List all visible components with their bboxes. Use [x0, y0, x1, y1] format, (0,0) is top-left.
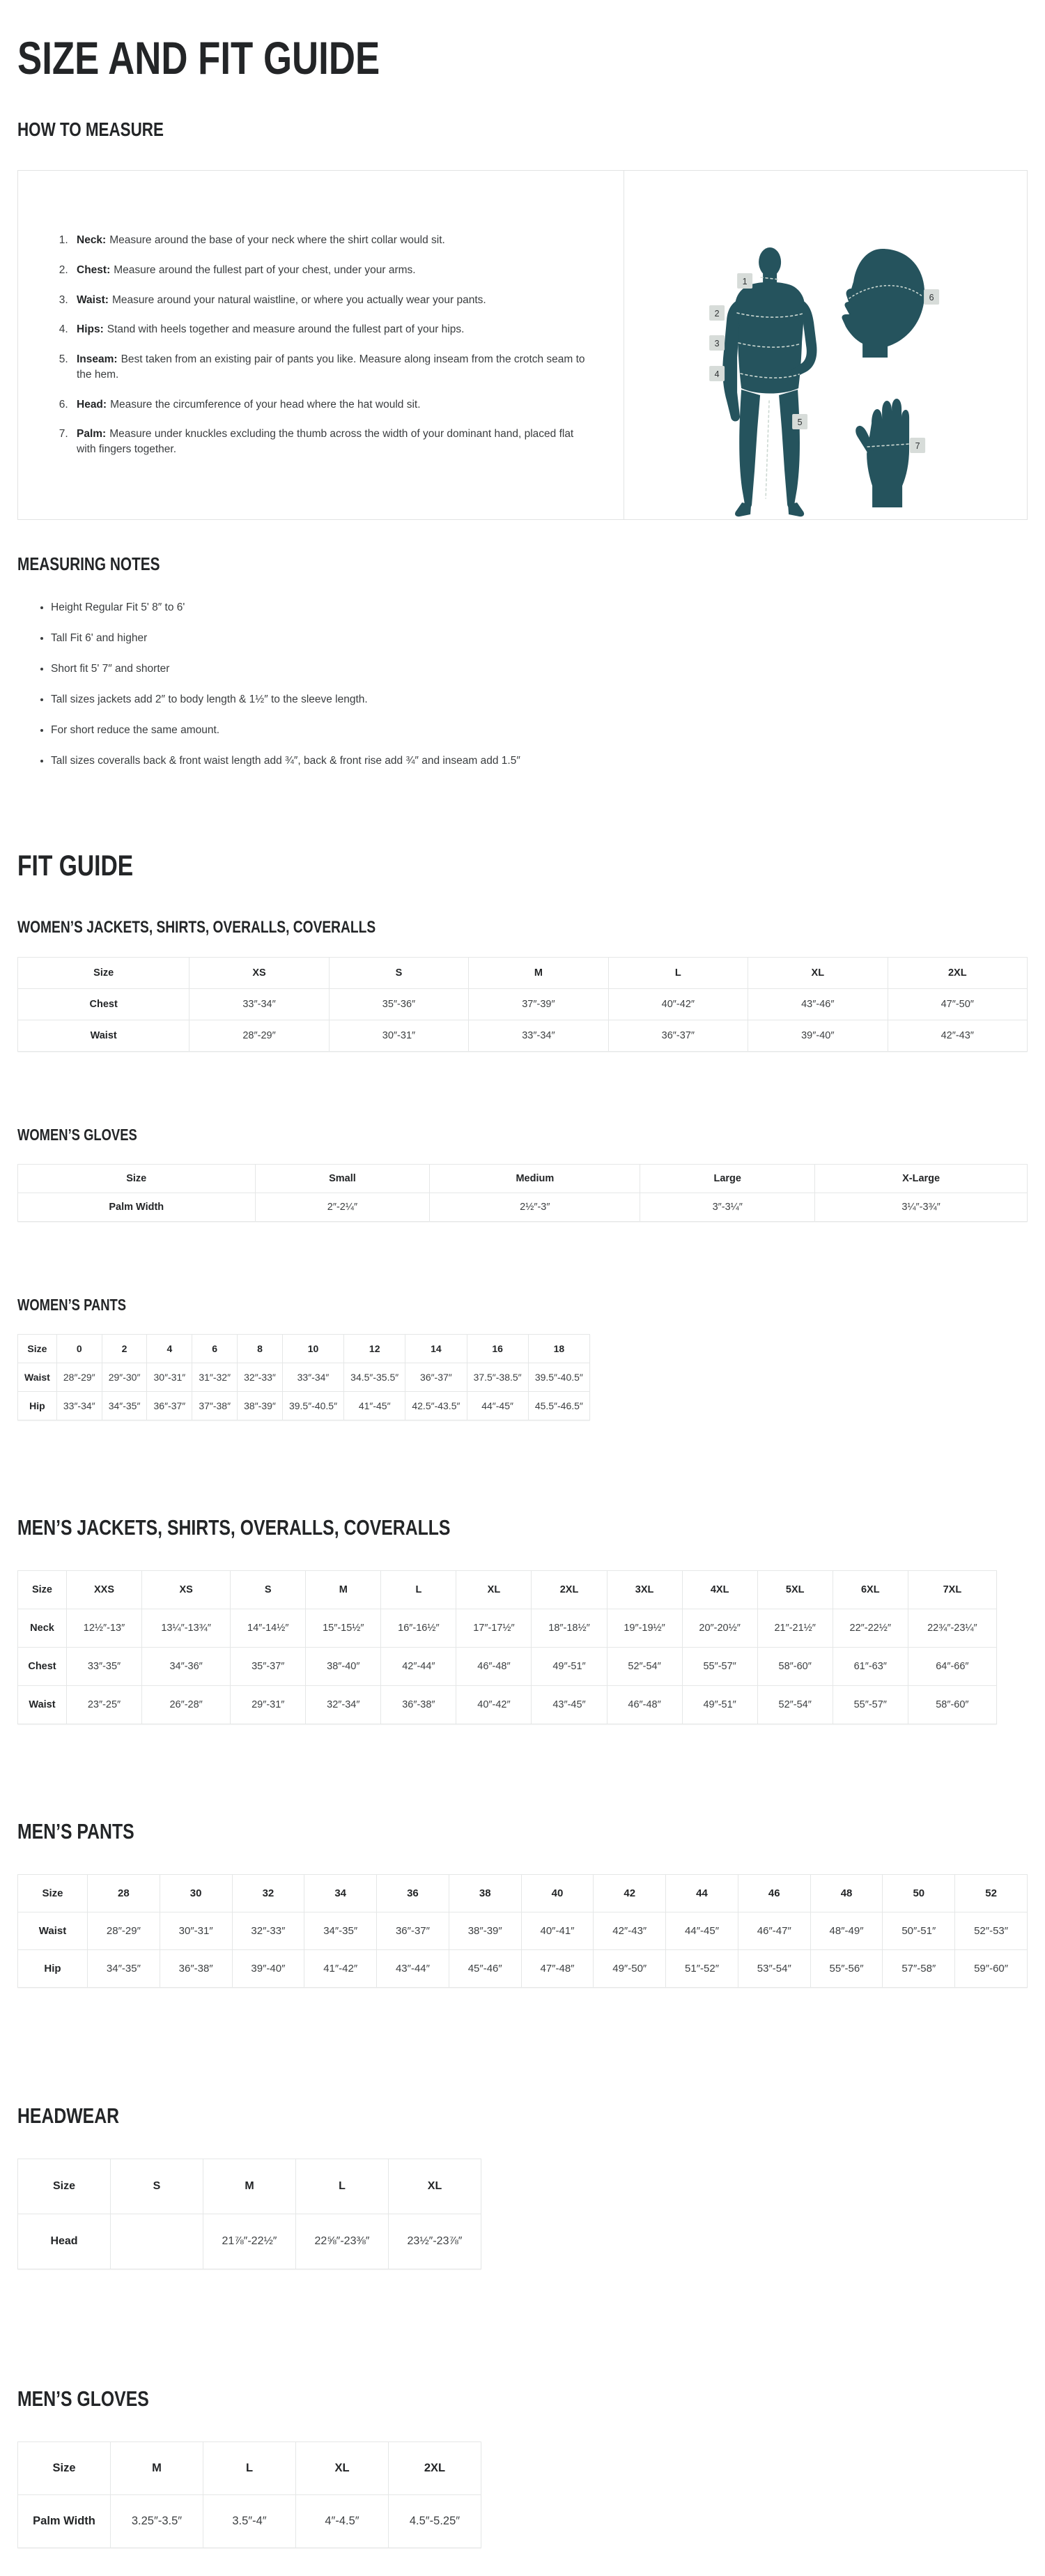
- size-col-header: M: [469, 957, 608, 988]
- step-text: Stand with heels together and measure around the fullest part of your hips.: [107, 323, 465, 336]
- measurement-cell: 46″-48″: [456, 1647, 532, 1685]
- measurement-cell: 33″-34″: [282, 1363, 343, 1391]
- diagram-marker-5: [792, 414, 807, 429]
- measurement-cell: 49″-50″: [594, 1949, 666, 1987]
- measurement-cell: 20″-20½″: [682, 1609, 757, 1647]
- measurement-cell: 38″-39″: [449, 1912, 521, 1949]
- size-col-header: XS: [189, 957, 329, 988]
- measuring-notes-heading: MEASURING NOTES: [17, 553, 160, 574]
- body-measurement-diagram: [624, 171, 1027, 519]
- how-to-measure-box: [17, 170, 1028, 520]
- how-to-measure-heading: HOW TO MEASURE: [17, 118, 164, 140]
- svg-text:4: 4: [714, 369, 720, 379]
- fit-guide-heading: FIT GUIDE: [17, 848, 134, 882]
- measurement-cell: 28″-29″: [88, 1912, 160, 1949]
- measurement-cell: 32″-33″: [232, 1912, 304, 1949]
- measuring-notes-list: [17, 601, 1028, 769]
- size-col-header: XL: [296, 2441, 389, 2494]
- size-label-header: Size: [18, 1334, 57, 1363]
- measurement-cell: 4.5″-5.25″: [389, 2494, 481, 2547]
- mens-gloves-heading: MEN’S GLOVES: [17, 2386, 149, 2411]
- measure-diagram-panel: [624, 171, 1027, 519]
- measurement-cell: 34″-35″: [88, 1949, 160, 1987]
- measurement-cell: 2½″-3″: [430, 1193, 640, 1221]
- measurement-cell: 33″-34″: [469, 1020, 608, 1051]
- mens-gloves-table: [17, 2441, 481, 2548]
- measurement-cell: 42″-44″: [381, 1647, 456, 1685]
- size-col-header: XS: [142, 1570, 231, 1609]
- measurement-cell: 34″-36″: [142, 1647, 231, 1685]
- measurement-cell: 39.5″-40.5″: [528, 1363, 589, 1391]
- size-col-header: 38: [449, 1874, 521, 1912]
- measurement-cell: 36″-37″: [377, 1912, 449, 1949]
- measurement-cell: 39.5″-40.5″: [282, 1391, 343, 1420]
- note-item: • Tall Fit 6' and higher: [51, 631, 1028, 646]
- svg-text:3: 3: [714, 339, 720, 348]
- measurement-cell: 22¾″-23¼″: [908, 1609, 996, 1647]
- note-item: • Tall sizes jackets add 2″ to body length & 1½″ to the sleeve length.: [51, 693, 1028, 707]
- measurement-cell: 32″-34″: [306, 1685, 381, 1724]
- diagram-marker-1: [737, 273, 752, 289]
- measurement-cell: 36″-38″: [160, 1949, 232, 1987]
- size-col-header: S: [231, 1570, 306, 1609]
- measurement-cell: 19″-19½″: [607, 1609, 682, 1647]
- table-row: [18, 1949, 1028, 1987]
- measurement-cell: 23½″-23⅞″: [389, 2214, 481, 2269]
- measurement-cell: 53″-54″: [738, 1949, 810, 1987]
- size-col-header: 28: [88, 1874, 160, 1912]
- table-row: [18, 1647, 997, 1685]
- size-col-header: 6: [192, 1334, 238, 1363]
- size-col-header: 7XL: [908, 1570, 996, 1609]
- size-col-header: 12: [344, 1334, 405, 1363]
- table-row: [18, 1391, 590, 1420]
- diagram-marker-4: [709, 366, 725, 381]
- size-col-header: XL: [389, 2159, 481, 2214]
- measurement-cell: 13¼″-13¾″: [142, 1609, 231, 1647]
- measurement-cell: 55″-57″: [682, 1647, 757, 1685]
- measurement-cell: 18″-18½″: [532, 1609, 607, 1647]
- womens-pants-heading: WOMEN’S PANTS: [17, 1295, 127, 1314]
- size-col-header: L: [381, 1570, 456, 1609]
- table-row: [18, 1363, 590, 1391]
- mens-pants-heading: MEN’S PANTS: [17, 1818, 134, 1843]
- measurement-cell: 40″-42″: [608, 988, 748, 1020]
- size-label-header: Size: [18, 957, 189, 988]
- size-col-header: 32: [232, 1874, 304, 1912]
- measurement-cell: 42″-43″: [594, 1912, 666, 1949]
- measurement-cell: 33″-34″: [189, 988, 329, 1020]
- size-col-header: 40: [521, 1874, 594, 1912]
- size-col-header: 34: [304, 1874, 377, 1912]
- step-label: Palm:: [77, 428, 107, 440]
- measurement-cell: 45″-46″: [449, 1949, 521, 1987]
- headwear-table: [17, 2159, 481, 2269]
- note-item: • Tall sizes coveralls back & front waist length add ¾″, back & front rise add ¾″ and inseam add 1.5″: [51, 754, 1028, 769]
- note-item: • Height Regular Fit 5' 8″ to 6': [51, 601, 1028, 615]
- measurement-cell: 14″-14½″: [231, 1609, 306, 1647]
- measurement-cell: 30″-31″: [147, 1363, 192, 1391]
- measurement-cell: 28″-29″: [56, 1363, 102, 1391]
- measure-step: [71, 233, 593, 248]
- measurement-cell: 48″-49″: [810, 1912, 883, 1949]
- size-col-header: 52: [955, 1874, 1028, 1912]
- table-row: [18, 1609, 997, 1647]
- measurement-cell: 36″-38″: [381, 1685, 456, 1724]
- header-row: [18, 2159, 481, 2214]
- svg-text:7: 7: [915, 441, 920, 451]
- svg-text:2: 2: [714, 309, 720, 319]
- table-row: [18, 988, 1028, 1020]
- measurement-cell: 23″-25″: [67, 1685, 142, 1724]
- size-col-header: 4: [147, 1334, 192, 1363]
- note-item: • Short fit 5' 7″ and shorter: [51, 662, 1028, 677]
- size-label-header: Size: [18, 1570, 67, 1609]
- measurement-cell: 34.5″-35.5″: [344, 1363, 405, 1391]
- headwear-heading: HEADWEAR: [17, 2103, 120, 2128]
- mens-pants-table: [17, 1874, 1028, 1988]
- measurement-cell: 51″-52″: [666, 1949, 738, 1987]
- measurement-cell: 64″-66″: [908, 1647, 996, 1685]
- diagram-marker-2: [709, 305, 725, 321]
- womens-gloves-heading: WOMEN’S GLOVES: [17, 1125, 137, 1144]
- measurement-cell: 55″-56″: [810, 1949, 883, 1987]
- row-label: Waist: [18, 1020, 189, 1051]
- measurement-cell: 47″-48″: [521, 1949, 594, 1987]
- size-col-header: 16: [467, 1334, 528, 1363]
- size-label-header: Size: [18, 1164, 256, 1193]
- row-label: Hip: [18, 1391, 57, 1420]
- svg-text:5: 5: [797, 417, 803, 427]
- measurement-cell: 21″-21½″: [757, 1609, 833, 1647]
- measurement-cell: 57″-58″: [883, 1949, 955, 1987]
- measurement-cell: 36″-37″: [405, 1363, 467, 1391]
- size-col-header: XL: [456, 1570, 532, 1609]
- measurement-cell: 58″-60″: [757, 1647, 833, 1685]
- step-label: Inseam:: [77, 353, 118, 366]
- measurement-cell: 38″-39″: [238, 1391, 283, 1420]
- size-col-header: 42: [594, 1874, 666, 1912]
- measurement-cell: 52″-54″: [607, 1647, 682, 1685]
- row-label: Chest: [18, 1647, 67, 1685]
- measurement-cell: 42.5″-43.5″: [405, 1391, 467, 1420]
- size-col-header: 18: [528, 1334, 589, 1363]
- size-col-header: XL: [748, 957, 888, 988]
- measurement-cell: 44″-45″: [467, 1391, 528, 1420]
- measurement-cell: 45.5″-46.5″: [528, 1391, 589, 1420]
- size-col-header: Small: [255, 1164, 430, 1193]
- measurement-cell: 59″-60″: [955, 1949, 1028, 1987]
- measurement-cell: 35″-37″: [231, 1647, 306, 1685]
- measurement-cell: 29″-31″: [231, 1685, 306, 1724]
- size-col-header: 2XL: [389, 2441, 481, 2494]
- size-col-header: L: [296, 2159, 389, 2214]
- measurement-cell: 43″-44″: [377, 1949, 449, 1987]
- hand-silhouette: [856, 399, 909, 507]
- size-label-header: Size: [18, 2441, 111, 2494]
- size-col-header: XXS: [67, 1570, 142, 1609]
- size-col-header: M: [306, 1570, 381, 1609]
- svg-text:1: 1: [742, 277, 748, 286]
- size-col-header: 2: [102, 1334, 147, 1363]
- measurement-cell: 46″-48″: [607, 1685, 682, 1724]
- measurement-cell: 44″-45″: [666, 1912, 738, 1949]
- size-col-header: S: [329, 957, 468, 988]
- step-label: Head:: [77, 398, 107, 411]
- header-row: [18, 2441, 481, 2494]
- table-row: [18, 2494, 481, 2547]
- step-text: Measure the circumference of your head where the hat would sit.: [110, 398, 421, 411]
- measurement-cell: 16″-16½″: [381, 1609, 456, 1647]
- size-col-header: 30: [160, 1874, 232, 1912]
- size-label-header: Size: [18, 1874, 88, 1912]
- size-col-header: 4XL: [682, 1570, 757, 1609]
- step-label: Waist:: [77, 293, 109, 306]
- measurement-cell: 3″-3¼″: [640, 1193, 815, 1221]
- size-col-header: 50: [883, 1874, 955, 1912]
- size-col-header: L: [203, 2441, 296, 2494]
- size-label-header: Size: [18, 2159, 111, 2214]
- size-col-header: 46: [738, 1874, 810, 1912]
- size-col-header: 6XL: [833, 1570, 908, 1609]
- row-label: Head: [18, 2214, 111, 2269]
- measurement-cell: 28″-29″: [189, 1020, 329, 1051]
- measurement-cell: [111, 2214, 203, 2269]
- header-row: [18, 1874, 1028, 1912]
- step-text: Best taken from an existing pair of pants you like. Measure along inseam from the crotch seam to the hem.: [77, 353, 585, 381]
- measurement-cell: 15″-15½″: [306, 1609, 381, 1647]
- note-item: • For short reduce the same amount.: [51, 723, 1028, 738]
- step-label: Neck:: [77, 234, 107, 247]
- header-row: [18, 957, 1028, 988]
- size-col-header: 48: [810, 1874, 883, 1912]
- diagram-marker-6: [924, 289, 939, 305]
- measurement-cell: 3¼″-3¾″: [815, 1193, 1028, 1221]
- womens-pants-table: [17, 1334, 590, 1420]
- svg-text:6: 6: [929, 293, 934, 302]
- measure-step: [71, 427, 593, 457]
- measurement-cell: 21⅞″-22½″: [203, 2214, 296, 2269]
- row-label: Neck: [18, 1609, 67, 1647]
- size-col-header: 10: [282, 1334, 343, 1363]
- size-col-header: L: [608, 957, 748, 988]
- diagram-marker-7: [910, 438, 925, 453]
- step-text: Measure under knuckles excluding the thumb across the width of your dominant hand, placed flat with fingers together.: [77, 428, 574, 455]
- table-row: [18, 1193, 1028, 1221]
- row-label: Waist: [18, 1363, 57, 1391]
- table-row: [18, 1020, 1028, 1051]
- measurement-cell: 41″-42″: [304, 1949, 377, 1987]
- header-row: [18, 1334, 590, 1363]
- size-col-header: 36: [377, 1874, 449, 1912]
- measurement-cell: 41″-45″: [344, 1391, 405, 1420]
- row-label: Waist: [18, 1912, 88, 1949]
- measurement-cell: 31″-32″: [192, 1363, 238, 1391]
- measurement-cell: 40″-42″: [456, 1685, 532, 1724]
- measurement-cell: 17″-17½″: [456, 1609, 532, 1647]
- measurement-cell: 49″-51″: [532, 1647, 607, 1685]
- measurement-cell: 22″-22½″: [833, 1609, 908, 1647]
- size-col-header: X-Large: [815, 1164, 1028, 1193]
- mens-jackets-heading: MEN’S JACKETS, SHIRTS, OVERALLS, COVERALLS: [17, 1515, 451, 1540]
- row-label: Palm Width: [18, 2494, 111, 2547]
- measurement-cell: 35″-36″: [329, 988, 468, 1020]
- measurement-cell: 22⅝″-23⅜″: [296, 2214, 389, 2269]
- header-row: [18, 1570, 997, 1609]
- measurement-cell: 52″-53″: [955, 1912, 1028, 1949]
- measure-steps-list: [29, 233, 593, 457]
- measurement-cell: 52″-54″: [757, 1685, 833, 1724]
- size-col-header: 2XL: [888, 957, 1027, 988]
- measurement-cell: 58″-60″: [908, 1685, 996, 1724]
- measuring-notes-section: [17, 555, 1028, 769]
- measure-step: [71, 322, 593, 337]
- row-label: Chest: [18, 988, 189, 1020]
- measure-step: [71, 352, 593, 382]
- measurement-cell: 33″-34″: [56, 1391, 102, 1420]
- size-col-header: Medium: [430, 1164, 640, 1193]
- measure-step: [71, 263, 593, 278]
- measurement-cell: 47″-50″: [888, 988, 1027, 1020]
- measurement-cell: 3.5″-4″: [203, 2494, 296, 2547]
- womens-jackets-table: [17, 957, 1028, 1052]
- measurement-cell: 30″-31″: [160, 1912, 232, 1949]
- measurement-cell: 3.25″-3.5″: [111, 2494, 203, 2547]
- step-label: Hips:: [77, 323, 104, 336]
- measurement-cell: 42″-43″: [888, 1020, 1027, 1051]
- measurement-cell: 39″-40″: [232, 1949, 304, 1987]
- step-text: Measure around the fullest part of your chest, under your arms.: [114, 264, 416, 277]
- diagram-marker-3: [709, 335, 725, 351]
- measurement-cell: 61″-63″: [833, 1647, 908, 1685]
- measure-step: [71, 293, 593, 308]
- row-label: Palm Width: [18, 1193, 256, 1221]
- size-col-header: S: [111, 2159, 203, 2214]
- measurement-cell: 37″-38″: [192, 1391, 238, 1420]
- measurement-cell: 4″-4.5″: [296, 2494, 389, 2547]
- measure-step: [71, 397, 593, 413]
- measurement-cell: 40″-41″: [521, 1912, 594, 1949]
- measurement-cell: 55″-57″: [833, 1685, 908, 1724]
- measurement-cell: 29″-30″: [102, 1363, 147, 1391]
- size-col-header: M: [111, 2441, 203, 2494]
- page-title: SIZE AND FIT GUIDE: [17, 32, 380, 84]
- measurement-cell: 37.5″-38.5″: [467, 1363, 528, 1391]
- table-row: [18, 1912, 1028, 1949]
- size-col-header: 8: [238, 1334, 283, 1363]
- step-text: Measure around your natural waistline, or where you actually wear your pants.: [111, 293, 486, 306]
- measurement-cell: 34″-35″: [304, 1912, 377, 1949]
- measurement-cell: 46″-47″: [738, 1912, 810, 1949]
- measurement-cell: 37″-39″: [469, 988, 608, 1020]
- measurement-cell: 36″-37″: [608, 1020, 748, 1051]
- row-label: Waist: [18, 1685, 67, 1724]
- body-silhouette-figure: [722, 247, 816, 516]
- size-col-header: 44: [666, 1874, 738, 1912]
- measurement-cell: 2″-2¼″: [255, 1193, 430, 1221]
- table-row: [18, 1685, 997, 1724]
- size-col-header: 0: [56, 1334, 102, 1363]
- head-profile-silhouette: [842, 249, 924, 358]
- step-text: Measure around the base of your neck where the shirt collar would sit.: [109, 234, 445, 247]
- measurement-cell: 43″-46″: [748, 988, 888, 1020]
- measurement-cell: 33″-35″: [67, 1647, 142, 1685]
- size-col-header: Large: [640, 1164, 815, 1193]
- measurement-cell: 49″-51″: [682, 1685, 757, 1724]
- mens-jackets-table: [17, 1570, 997, 1724]
- size-col-header: 5XL: [757, 1570, 833, 1609]
- size-col-header: 14: [405, 1334, 467, 1363]
- measurement-cell: 50″-51″: [883, 1912, 955, 1949]
- measurement-cell: 30″-31″: [329, 1020, 468, 1051]
- measurement-cell: 34″-35″: [102, 1391, 147, 1420]
- womens-jackets-heading: WOMEN’S JACKETS, SHIRTS, OVERALLS, COVERALLS: [17, 917, 376, 937]
- measurement-cell: 32″-33″: [238, 1363, 283, 1391]
- header-row: [18, 1164, 1028, 1193]
- row-label: Hip: [18, 1949, 88, 1987]
- size-col-header: M: [203, 2159, 296, 2214]
- measurement-cell: 12½″-13″: [67, 1609, 142, 1647]
- measurement-cell: 36″-37″: [147, 1391, 192, 1420]
- measurement-cell: 26″-28″: [142, 1685, 231, 1724]
- step-label: Chest:: [77, 264, 111, 277]
- measurement-cell: 39″-40″: [748, 1020, 888, 1051]
- measurement-cell: 43″-45″: [532, 1685, 607, 1724]
- size-col-header: 2XL: [532, 1570, 607, 1609]
- size-col-header: 3XL: [607, 1570, 682, 1609]
- table-row: [18, 2214, 481, 2269]
- womens-gloves-table: [17, 1164, 1028, 1222]
- measure-steps-panel: [18, 171, 624, 519]
- measurement-cell: 38″-40″: [306, 1647, 381, 1685]
